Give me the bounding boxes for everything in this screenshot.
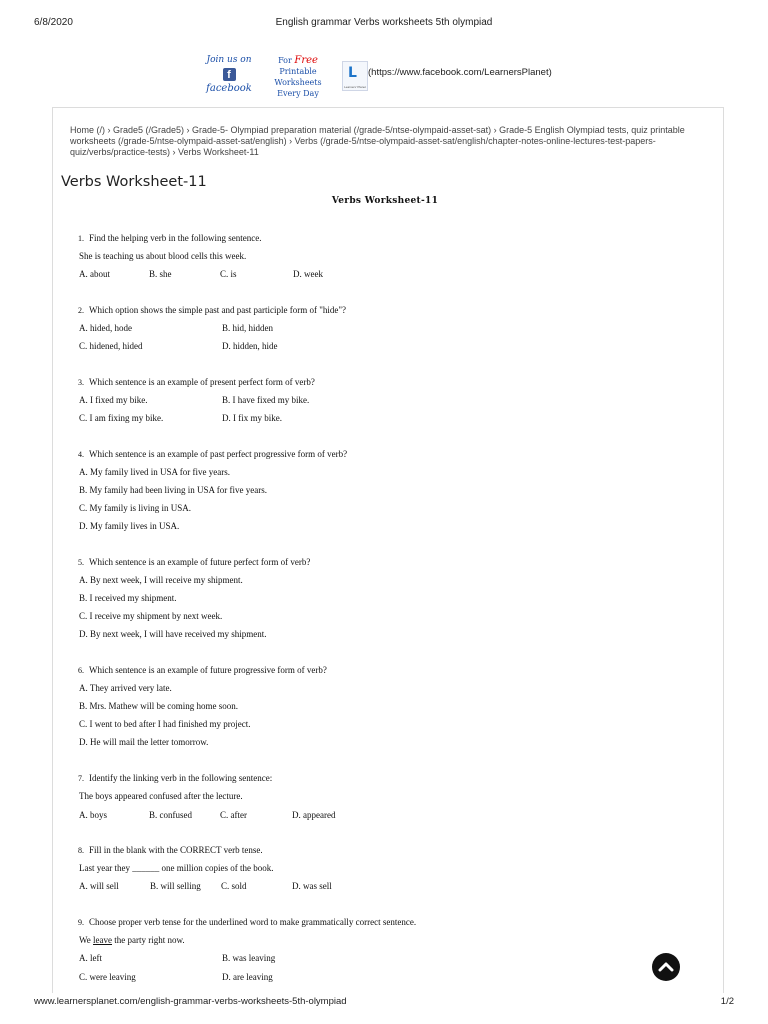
- every-day-text: Every Day: [277, 89, 319, 98]
- option: D. was sell: [292, 881, 332, 891]
- question-2: 2. Which option shows the simple past and past participle form of "hide"?: [78, 305, 347, 315]
- option: C. were leaving: [79, 972, 136, 982]
- option: B. was leaving: [222, 953, 276, 963]
- option: D. I fix my bike.: [222, 413, 282, 423]
- facebook-promo[interactable]: [206, 55, 252, 97]
- question-9: 9. Choose proper verb tense for the underlined word to make grammatically correct sentence.: [78, 917, 417, 927]
- join-us-text: Join us on: [206, 55, 252, 65]
- option: B. I have fixed my bike.: [222, 395, 310, 405]
- option: D. week: [293, 269, 323, 279]
- option: A. I fixed my bike.: [79, 395, 148, 405]
- worksheet-title: Verbs Worksheet-11: [331, 196, 439, 206]
- for-text: For: [278, 56, 292, 65]
- print-date: 6/8/2020: [34, 17, 73, 28]
- facebook-link[interactable]: (https://www.facebook.com/LearnersPlanet): [368, 67, 552, 78]
- option: A. hided, hode: [79, 323, 132, 333]
- option: A. about: [79, 269, 110, 279]
- question-9-sentence: We leave the party right now.: [79, 935, 185, 945]
- scroll-to-top-button[interactable]: [652, 953, 680, 981]
- option: B. she: [149, 269, 172, 279]
- question-7: 7. Identify the linking verb in the following sentence:: [78, 773, 273, 783]
- option: C. hidened, hided: [79, 341, 143, 351]
- free-worksheets-promo: [255, 55, 341, 99]
- facebook-icon: f: [223, 68, 236, 81]
- chevron-up-icon: [658, 959, 674, 975]
- learners-planet-logo: L Learners' Planet: [342, 61, 368, 91]
- option: C. sold: [221, 881, 247, 891]
- question-8-sentence: Last year they ______ one million copies of the book.: [79, 863, 274, 873]
- print-footer: [34, 996, 734, 1010]
- option: A. left: [79, 953, 102, 963]
- option: D. appeared: [292, 810, 336, 820]
- option: C. after: [220, 810, 247, 820]
- option: D. are leaving: [222, 972, 273, 982]
- question-1-sentence: She is teaching us about blood cells this week.: [79, 251, 247, 261]
- option: A. will sell: [79, 881, 119, 891]
- facebook-text: facebook: [206, 83, 252, 94]
- printable-worksheets-text: Printable Worksheets: [274, 67, 322, 87]
- option: C. is: [220, 269, 237, 279]
- page-number: 1/2: [720, 996, 734, 1007]
- print-header: [34, 17, 734, 31]
- option: C. I am fixing my bike.: [79, 413, 164, 423]
- question-7-sentence: The boys appeared confused after the lecture.: [79, 791, 243, 801]
- question-4: 4. Which sentence is an example of past perfect progressive form of verb?: [78, 449, 348, 459]
- option: B. confused: [149, 810, 192, 820]
- page-url: www.learnersplanet.com/english-grammar-verbs-worksheets-5th-olympiad: [34, 996, 347, 1007]
- logo-text: Learners' Planet: [344, 85, 366, 89]
- question-8: 8. Fill in the blank with the CORRECT verb tense.: [78, 845, 263, 855]
- question-1: 1. Find the helping verb in the following sentence.: [78, 233, 262, 243]
- option: A. boys: [79, 810, 108, 820]
- question-3: 3. Which sentence is an example of present perfect form of verb?: [78, 377, 315, 387]
- option: B. hid, hidden: [222, 323, 273, 333]
- free-text: Free: [294, 55, 318, 66]
- breadcrumb[interactable]: Home (/) › Grade5 (/Grade5) › Grade-5- Olympiad preparation material (/grade-5/ntse-olympaid-asset-sat) › Grade-5 English Olympiad tests, quiz printable worksheets (/grade-5/ntse-olympaid-asset-sat/english) › Verbs (/grade-5/ntse-olympaid-asset-sat/english/chapter-notes-online-lectures-test-papers-quiz/verbs/practice-tests) › Verbs Worksheet-11: [70, 125, 685, 157]
- underlined-word: leave: [93, 935, 113, 945]
- option: B. will selling: [150, 881, 201, 891]
- question-5: 5. Which sentence is an example of future perfect form of verb?: [78, 557, 311, 567]
- print-page-title: English grammar Verbs worksheets 5th olympiad: [275, 17, 493, 28]
- question-6: 6. Which sentence is an example of future progressive form of verb?: [78, 665, 327, 675]
- page-title: Verbs Worksheet-11: [61, 174, 207, 190]
- option: D. hidden, hide: [222, 341, 278, 351]
